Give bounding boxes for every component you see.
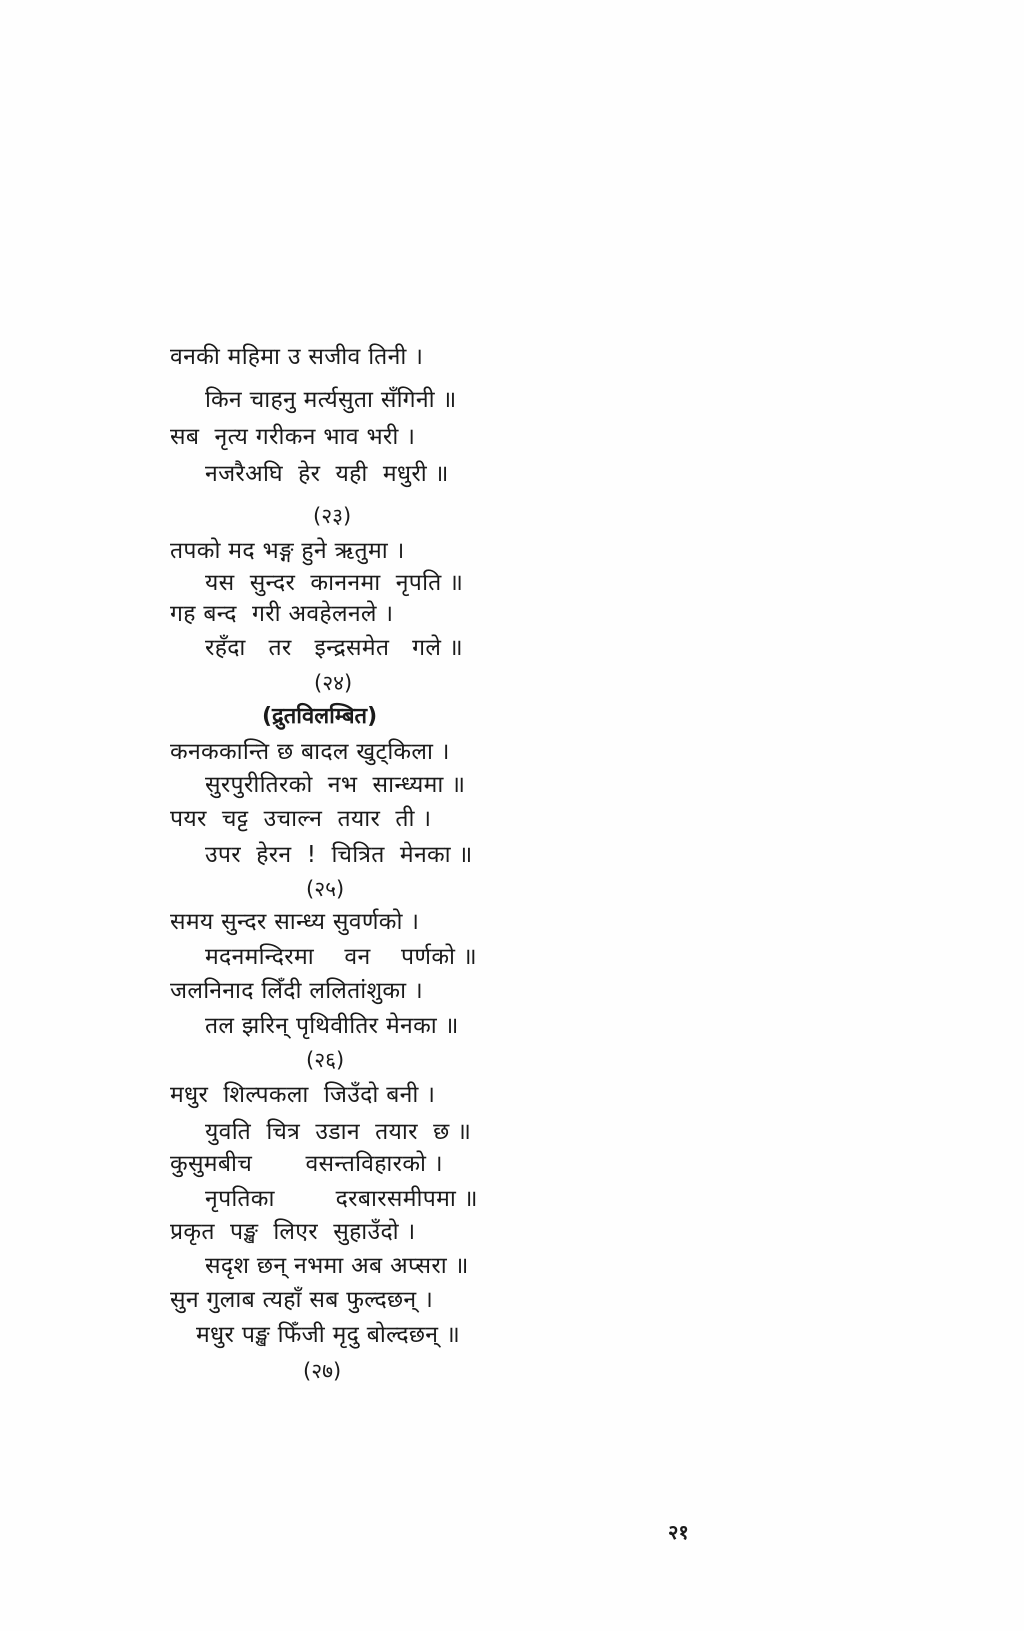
metre-heading: (द्रुतविलम्बित) [262,704,378,729]
verse-line: जलनिनाद लिँदी ललितांशुका । [170,978,423,1004]
verse-line: कुसुमबीच वसन्तविहारको । [170,1151,443,1177]
verse-line: युवति चित्र उडान तयार छ ॥ [205,1119,472,1145]
verse-line: रहँदा तर इन्द्रसमेत गले ॥ [205,635,463,661]
verse-line: सुरपुरीतिरको नभ सान्ध्यमा ॥ [205,772,466,798]
verse-line: कनककान्ति छ बादल खुट्किला । [170,739,450,765]
verse-line: मधुर पङ्ख फिँजी मृदु बोल्दछन् ॥ [196,1322,461,1348]
verse-line: नजरैअघि हेर यही मधुरी ॥ [205,461,449,487]
verse-line: प्रकृत पङ्ख लिएर सुहाउँदो । [170,1219,416,1245]
verse-line: मधुर शिल्पकला जिउँदो बनी । [170,1082,436,1108]
verse-line: सब नृत्य गरीकन भाव भरी । [170,424,416,450]
verse-line: गह बन्द गरी अवहेलनले । [170,601,394,627]
verse-line: समय सुन्दर सान्ध्य सुवर्णको । [170,909,420,935]
stanza-number: (२३) [313,504,352,528]
verse-line: तल झरिन् पृथिवीतिर मेनका ॥ [205,1013,459,1039]
stanza-number: (२७) [303,1359,342,1383]
verse-line: उपर हेरन ! चित्रित मेनका ॥ [205,842,473,868]
verse-line: पयर चट्ट उचाल्न तयार ती । [170,806,432,832]
stanza-number: (२६) [306,1048,345,1072]
verse-line: सुन गुलाब त्यहाँ सब फुल्दछन् । [170,1287,434,1313]
page-number: २१ [668,1520,689,1544]
verse-line: वनकी महिमा उ सजीव तिनी । [170,344,424,370]
verse-line: सदृश छन् नभमा अब अप्सरा ॥ [205,1253,469,1279]
verse-line: यस सुन्दर काननमा नृपति ॥ [205,570,464,596]
stanza-number: (२४) [314,671,353,695]
stanza-number: (२५) [306,877,345,901]
verse-line: नृपतिका दरबारसमीपमा ॥ [205,1186,478,1212]
verse-line: मदनमन्दिरमा वन पर्णको ॥ [205,944,477,970]
verse-line: तपको मद भङ्ग हुने ऋतुमा । [170,538,405,564]
verse-line: किन चाहनु मर्त्यसुता सँगिनी ॥ [205,387,457,413]
